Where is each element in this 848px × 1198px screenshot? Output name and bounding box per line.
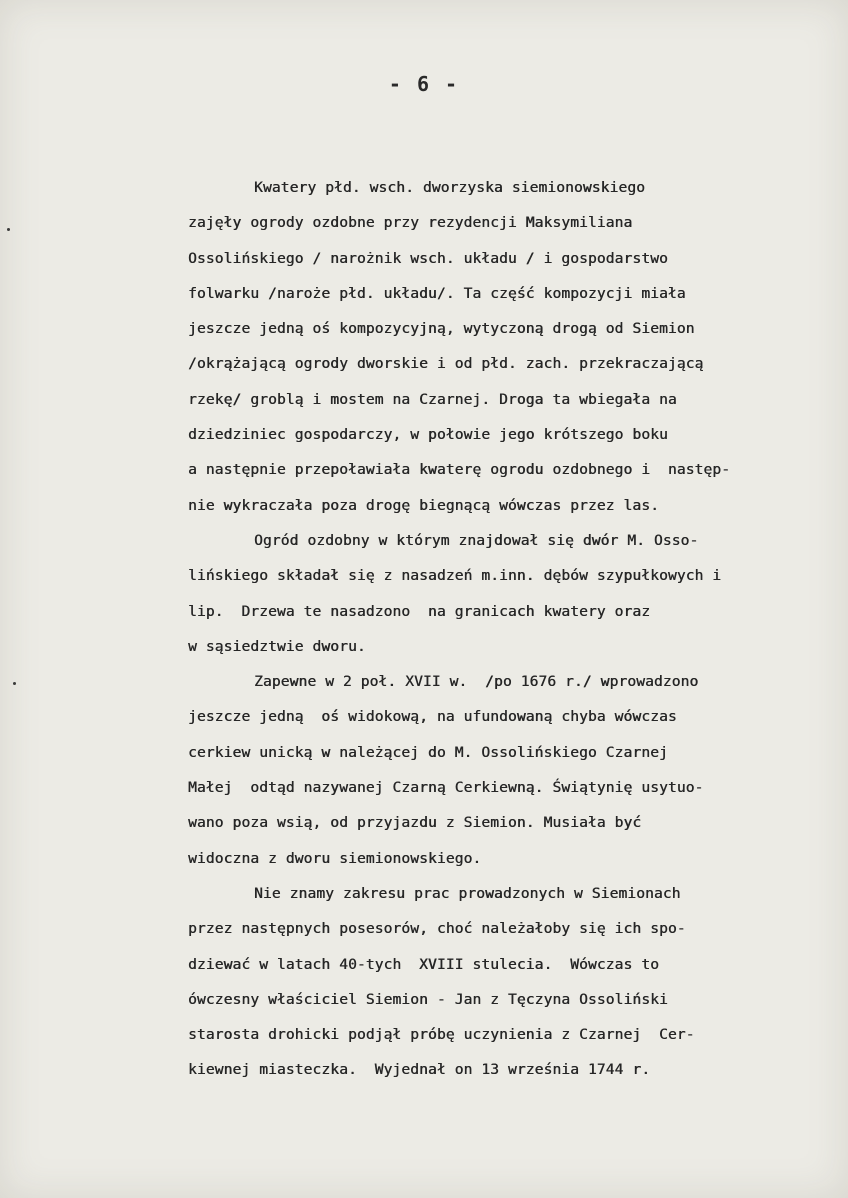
text-line: Ogród ozdobny w którym znajdował się dwór M. Osso- [254, 531, 699, 549]
text-line: Kwatery płd. wsch. dworzyska siemionowskiego [254, 179, 645, 196]
text-line: jeszcze jedną oś widokową, na ufundowaną chyba wówczas [188, 708, 677, 726]
text-line: przez następnych posesorów, choć należałoby się ich spo- [188, 920, 686, 938]
text-line: Zapewne w 2 poł. XVII w. /po 1676 r./ wprowadzono [254, 673, 699, 691]
text-line: kiewnej miasteczka. Wyjednał on 13 września 1744 r. [188, 1061, 651, 1079]
text-line: jeszcze jedną oś kompozycyjną, wytyczoną drogą od Siemion [188, 320, 695, 338]
text-line: Nie znamy zakresu prac prowadzonych w Siemionach [254, 884, 681, 902]
page-number: - 6 - [388, 72, 460, 96]
text-line: Ossolińskiego / narożnik wsch. układu / i gospodarstwo [188, 249, 668, 267]
text-line: w sąsiedztwie dworu. [188, 637, 366, 655]
text-line: widoczna z dworu siemionowskiego. [188, 849, 482, 867]
text-line: rzekę/ groblą i mostem na Czarnej. Droga ta wbiegała na [188, 390, 677, 408]
typed-text-body [188, 170, 828, 1088]
margin-mark [7, 228, 10, 231]
text-line: lip. Drzewa te nasadzono na granicach kwatery oraz [188, 602, 651, 620]
text-line: lińskiego składał się z nasadzeń m.inn. dębów szypułkowych i [188, 567, 722, 585]
margin-mark [13, 682, 16, 685]
text-line: a następnie przepoławiała kwaterę ogrodu ozdobnego i następ- [188, 461, 731, 479]
text-line: wano poza wsią, od przyjazdu z Siemion. Musiała być [188, 814, 642, 832]
text-line: dziewać w latach 40-tych XVIII stulecia. Wówczas to [188, 955, 659, 973]
text-line: nie wykraczała poza drogę biegnącą wówczas przez las. [188, 496, 659, 514]
text-line: zajęły ogrody ozdobne przy rezydencji Maksymiliana [188, 214, 633, 232]
text-line: dziedziniec gospodarczy, w połowie jego krótszego boku [188, 426, 668, 444]
text-line: folwarku /naroże płd. układu/. Ta część kompozycji miała [188, 284, 686, 302]
text-line: /okrążającą ogrody dworskie i od płd. zach. przekraczającą [188, 355, 704, 373]
text-line: Małej odtąd nazywanej Czarną Cerkiewną. Świątynię usytuo- [188, 779, 704, 797]
text-line: ówczesny właściciel Siemion - Jan z Tęczyna Ossoliński [188, 990, 668, 1008]
text-line: starosta drohicki podjął próbę uczynienia z Czarnej Cer- [188, 1026, 695, 1044]
text-line: cerkiew unicką w należącej do M. Ossolińskiego Czarnej [188, 743, 668, 761]
